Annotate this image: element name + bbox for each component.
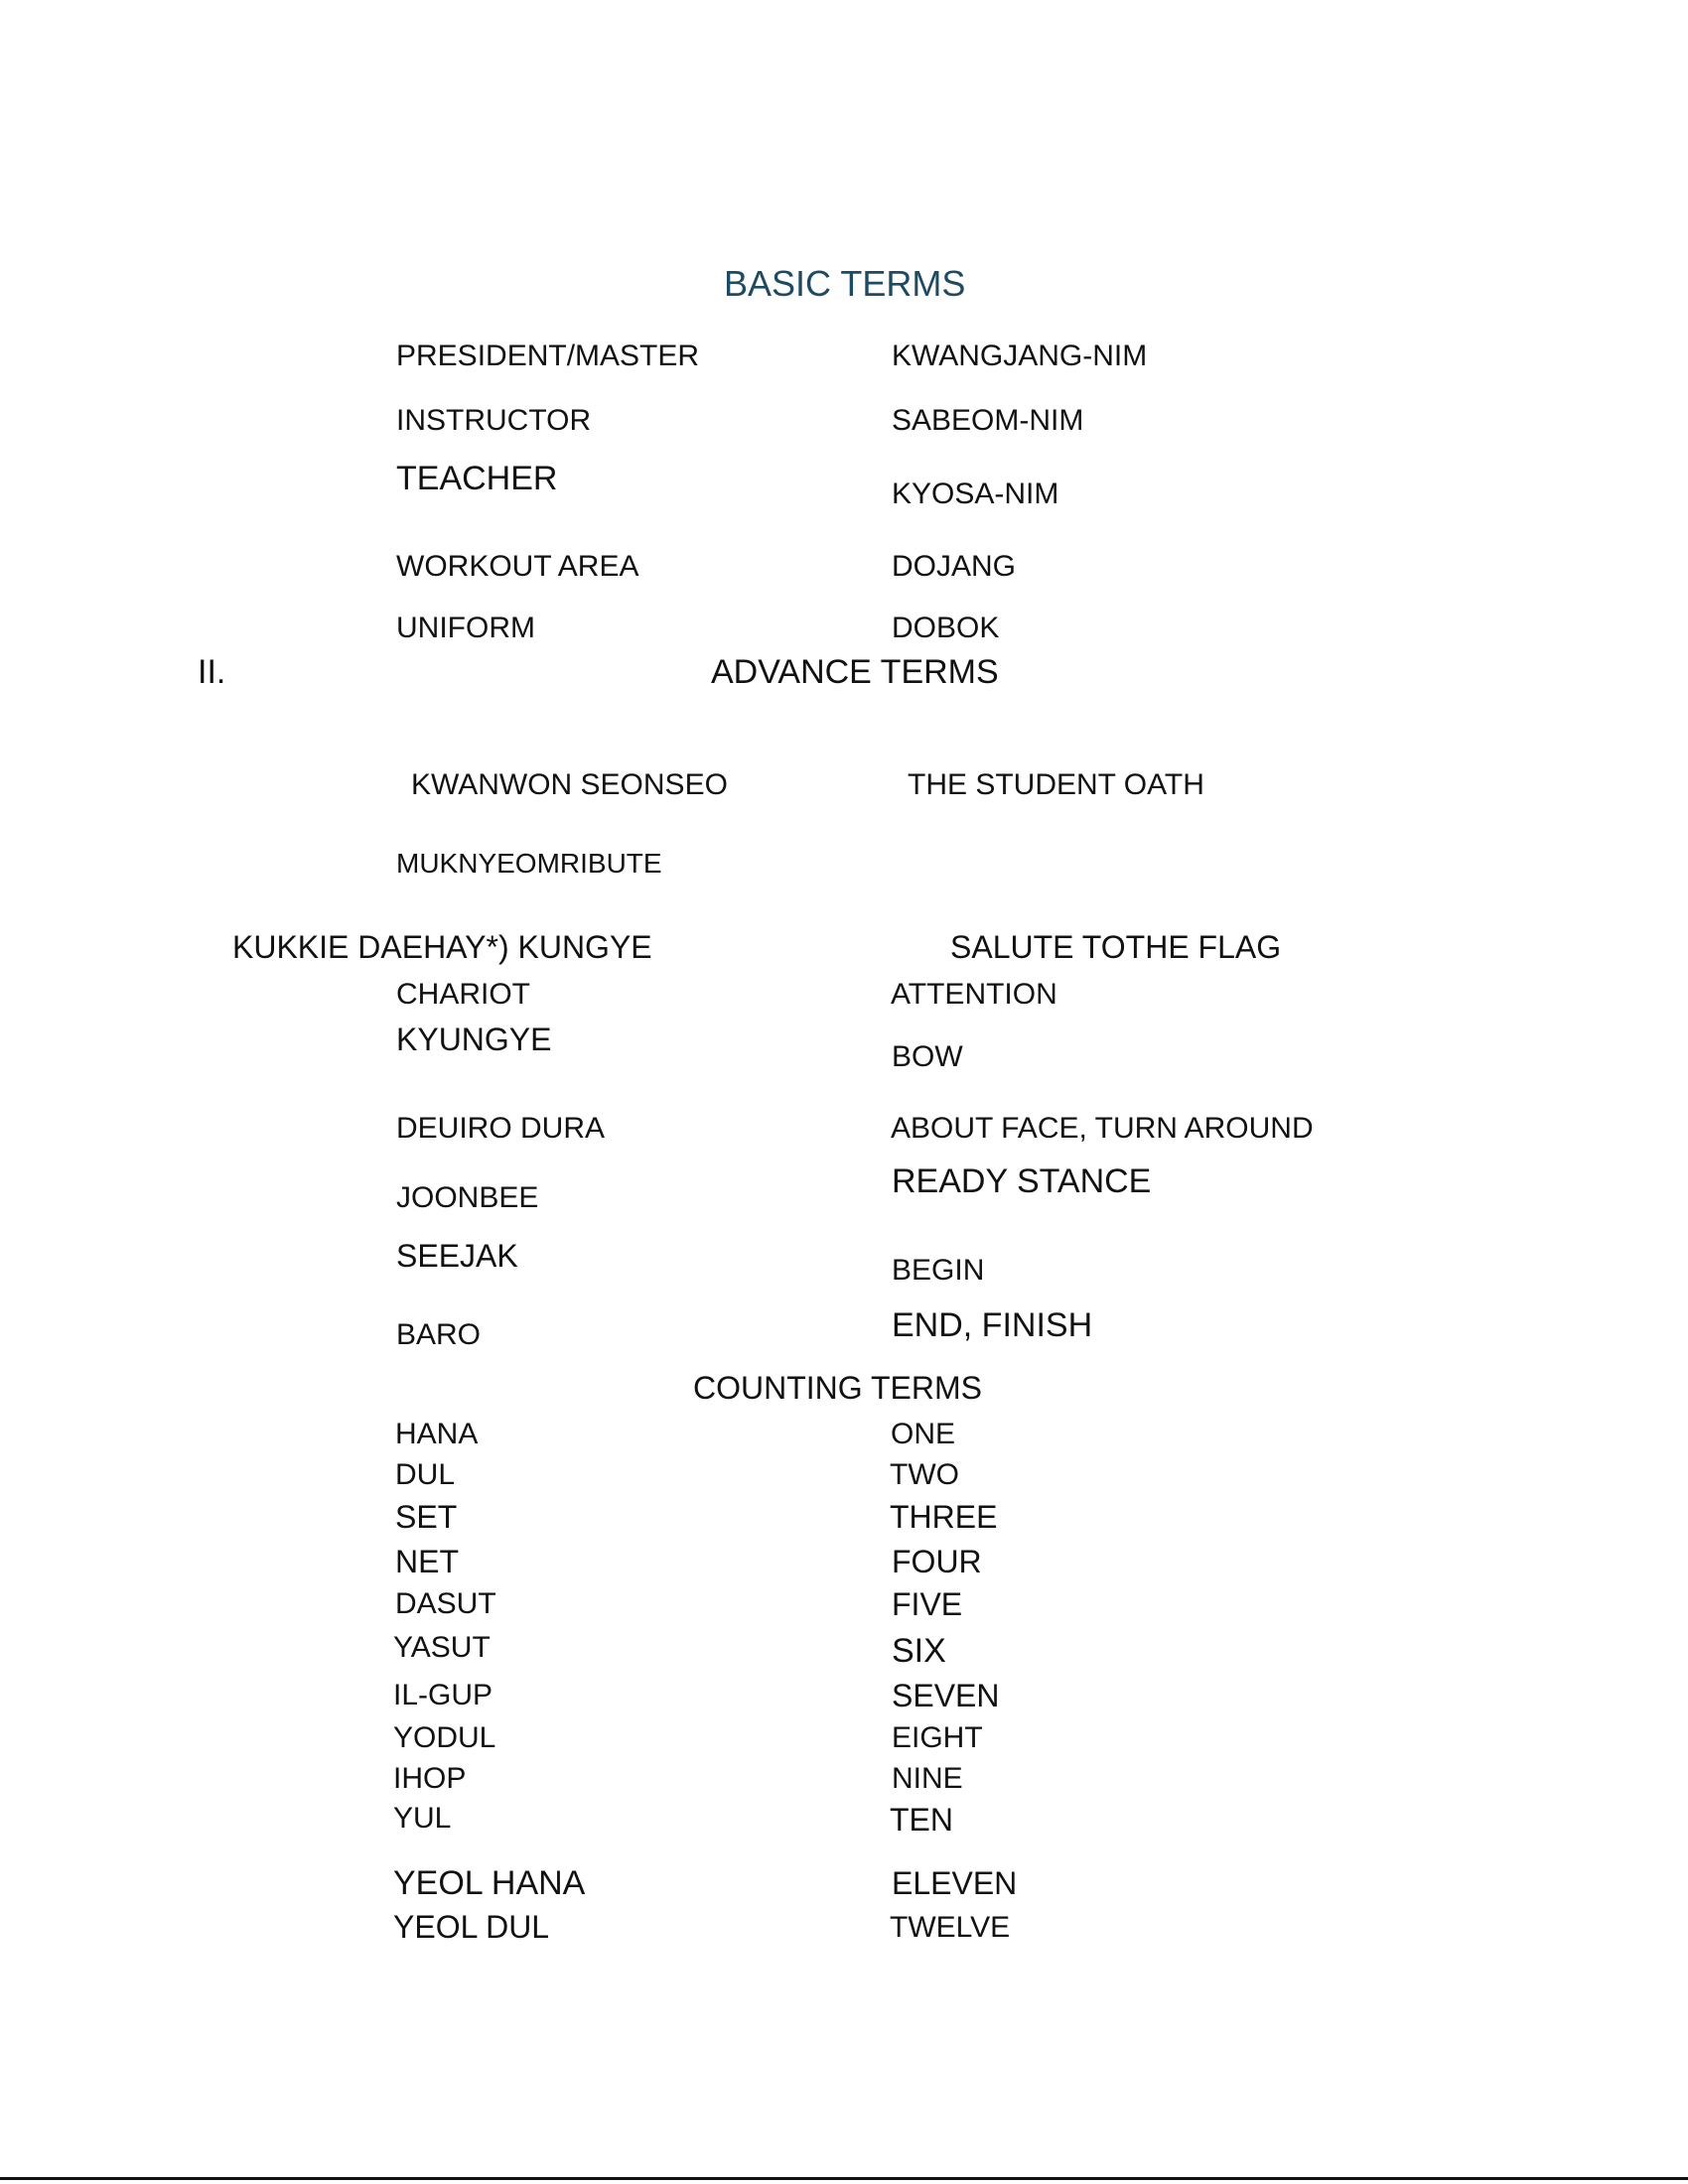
flag-salute-english: SALUTE TOTHE FLAG xyxy=(950,929,1282,965)
oath-korean: KWANWON SEONSEO xyxy=(411,768,728,801)
advance-term-left: JOONBEE xyxy=(396,1181,539,1214)
count-term-left: HANA xyxy=(395,1418,479,1450)
basic-term-left: TEACHER xyxy=(396,460,558,497)
basic-term-left: PRESIDENT/MASTER xyxy=(396,340,700,372)
count-term-right: NINE xyxy=(892,1762,963,1795)
advance-term-right: ATTENTION xyxy=(891,978,1057,1011)
count-term-left: IHOP xyxy=(393,1762,467,1795)
count-term-left: YASUT xyxy=(393,1631,491,1664)
basic-term-right: KYOSA-NIM xyxy=(892,478,1059,510)
count-term-right: SIX xyxy=(892,1632,946,1670)
advance-term-left: KYUNGYE xyxy=(396,1022,552,1057)
count-term-left: YUL xyxy=(393,1802,452,1835)
basic-term-right: KWANGJANG-NIM xyxy=(892,340,1148,372)
basic-term-right: DOJANG xyxy=(892,550,1017,583)
advance-term-right: END, FINISH xyxy=(892,1306,1093,1344)
count-term-left: NET xyxy=(395,1544,459,1579)
counting-terms-heading: COUNTING TERMS xyxy=(693,1370,982,1406)
count-term-left: SET xyxy=(395,1499,458,1535)
advance-term-left: SEEJAK xyxy=(396,1238,518,1274)
count-term-right: FOUR xyxy=(892,1544,982,1579)
count-term-right: TWO xyxy=(890,1458,959,1491)
count-term-right: FIVE xyxy=(892,1586,963,1622)
count-term-left: DUL xyxy=(395,1458,456,1491)
oath-english: THE STUDENT OATH xyxy=(908,768,1204,801)
basic-term-left: UNIFORM xyxy=(396,612,535,644)
basic-term-left: INSTRUCTOR xyxy=(396,404,592,437)
count-term-right: ONE xyxy=(891,1418,956,1450)
advance-term-right: ABOUT FACE, TURN AROUND xyxy=(891,1112,1314,1145)
count-term-left: DASUT xyxy=(395,1587,496,1620)
count-term-right: SEVEN xyxy=(892,1678,1000,1713)
advance-term-left: DEUIRO DURA xyxy=(396,1112,606,1145)
count-term-right: TEN xyxy=(890,1802,953,1838)
basic-term-right: DOBOK xyxy=(892,612,1000,644)
count-term-right: ELEVEN xyxy=(892,1865,1018,1901)
advance-terms-heading: ADVANCE TERMS xyxy=(711,653,999,691)
count-term-right: THREE xyxy=(890,1499,998,1535)
section-numeral: II. xyxy=(198,653,226,691)
count-term-left: YODUL xyxy=(393,1721,496,1754)
count-term-left: YEOL DUL xyxy=(393,1909,550,1945)
count-term-right: TWELVE xyxy=(890,1911,1011,1944)
count-term-right: EIGHT xyxy=(892,1721,983,1754)
advance-term-right: BEGIN xyxy=(892,1254,985,1287)
count-term-left: YEOL HANA xyxy=(393,1864,586,1902)
flag-salute-korean: KUKKIE DAEHAY*) KUNGYE xyxy=(232,929,652,965)
muknyeom-term: MUKNYEOMRIBUTE xyxy=(396,848,662,879)
basic-terms-heading: BASIC TERMS xyxy=(724,263,966,304)
advance-term-left: CHARIOT xyxy=(396,978,530,1011)
count-term-left: IL-GUP xyxy=(393,1679,493,1711)
advance-term-right: BOW xyxy=(892,1040,963,1073)
advance-term-left: BARO xyxy=(396,1318,482,1351)
advance-term-right: READY STANCE xyxy=(892,1162,1152,1200)
basic-term-left: WORKOUT AREA xyxy=(396,550,639,583)
basic-term-right: SABEOM-NIM xyxy=(892,404,1084,437)
bottom-rule xyxy=(0,2177,1688,2180)
